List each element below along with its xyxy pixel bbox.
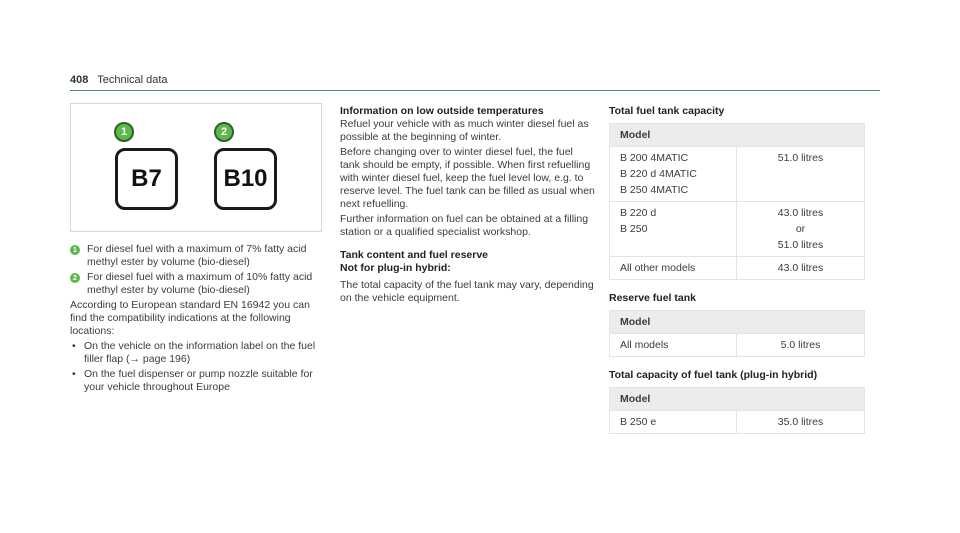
capacity-value: 35.0 litres <box>737 411 865 434</box>
hybrid-title: Total capacity of fuel tank (plug-in hybrid) <box>609 369 818 381</box>
model-name: B 250 4MATIC <box>620 184 689 196</box>
hybrid-table <box>609 387 865 434</box>
not-hybrid-heading: Not for plug-in hybrid: <box>340 262 451 274</box>
capacity-or: or <box>795 223 806 235</box>
table-row <box>610 257 865 280</box>
paragraph: Before changing over to winter diesel fuel, the fuel tank should be empty, if possible. When first refuelling with winter diesel fuel, keep the fuel level low, e.g. to reserve level. The fuel tank can be filled as usual when next refuelling. <box>340 146 595 210</box>
bullet-item: • On the fuel dispenser or pump nozzle suitable for your vehicle throughout Europe <box>70 368 325 394</box>
model-name: B 220 d 4MATIC <box>620 168 697 180</box>
hybrid-section <box>609 369 865 434</box>
tank-content-heading: Tank content and fuel reserve <box>340 249 489 261</box>
fuel-label-figure <box>70 103 322 232</box>
b10-fuel-label: B10 <box>214 148 277 210</box>
footnote-marker: 2 <box>70 273 80 283</box>
footnote-1 <box>70 243 325 269</box>
capacity-value: 43.0 litres <box>737 257 865 280</box>
section-title: Technical data <box>97 74 168 86</box>
capacity-value: 5.0 litres <box>737 334 865 357</box>
table-header: Model <box>610 311 865 334</box>
table-row <box>610 334 865 357</box>
model-name: B 250 <box>620 223 648 235</box>
bullet-item: • On the vehicle on the information label on the fuel filler flap (→ page 196) <box>70 340 325 366</box>
left-column <box>70 243 325 396</box>
model-name: B 220 d <box>620 207 657 219</box>
footnote-text: For diesel fuel with a maximum of 7% fatty acid methyl ester by volume (bio-diesel) <box>87 243 307 268</box>
middle-column <box>340 105 595 307</box>
callout-1: 1 <box>114 122 134 142</box>
page-number: 408 <box>70 74 89 86</box>
footnote-2 <box>70 271 325 297</box>
model-name: All other models <box>610 257 737 280</box>
reserve-table <box>609 310 865 357</box>
paragraph: Further information on fuel can be obtained at a filling station or a qualified specialist workshop. <box>340 213 589 238</box>
reserve-section <box>609 292 865 357</box>
table-row <box>610 147 865 202</box>
table-header: Model <box>610 388 865 411</box>
total-capacity-section <box>609 105 865 280</box>
capacity-value: 43.0 litres <box>777 207 824 219</box>
right-column <box>609 105 865 446</box>
page-header <box>70 74 168 86</box>
footnote-text: For diesel fuel with a maximum of 10% fatty acid methyl ester by volume (bio-diesel) <box>87 271 313 296</box>
table-header: Model <box>610 124 865 147</box>
header-divider <box>70 90 880 91</box>
callout-2: 2 <box>214 122 234 142</box>
model-name: B 250 e <box>610 411 737 434</box>
table-row <box>610 411 865 434</box>
b7-fuel-label: B7 <box>115 148 178 210</box>
paragraph: Refuel your vehicle with as much winter diesel fuel as possible at the beginning of winter. <box>340 118 589 143</box>
low-temp-heading: Information on low outside temperatures <box>340 105 544 117</box>
capacity-value: 51.0 litres <box>777 239 824 251</box>
compatibility-paragraph: According to European standard EN 16942 you can find the compatibility indications at the following locations: <box>70 299 310 337</box>
total-capacity-title: Total fuel tank capacity <box>609 105 725 117</box>
model-name: B 200 4MATIC <box>620 152 689 164</box>
total-capacity-table <box>609 123 865 280</box>
table-row <box>610 202 865 257</box>
capacity-value: 51.0 litres <box>777 152 824 164</box>
paragraph: The total capacity of the fuel tank may vary, depending on the vehicle equipment. <box>340 279 594 304</box>
footnote-marker: 1 <box>70 245 80 255</box>
reserve-title: Reserve fuel tank <box>609 292 696 304</box>
model-name: All models <box>610 334 737 357</box>
